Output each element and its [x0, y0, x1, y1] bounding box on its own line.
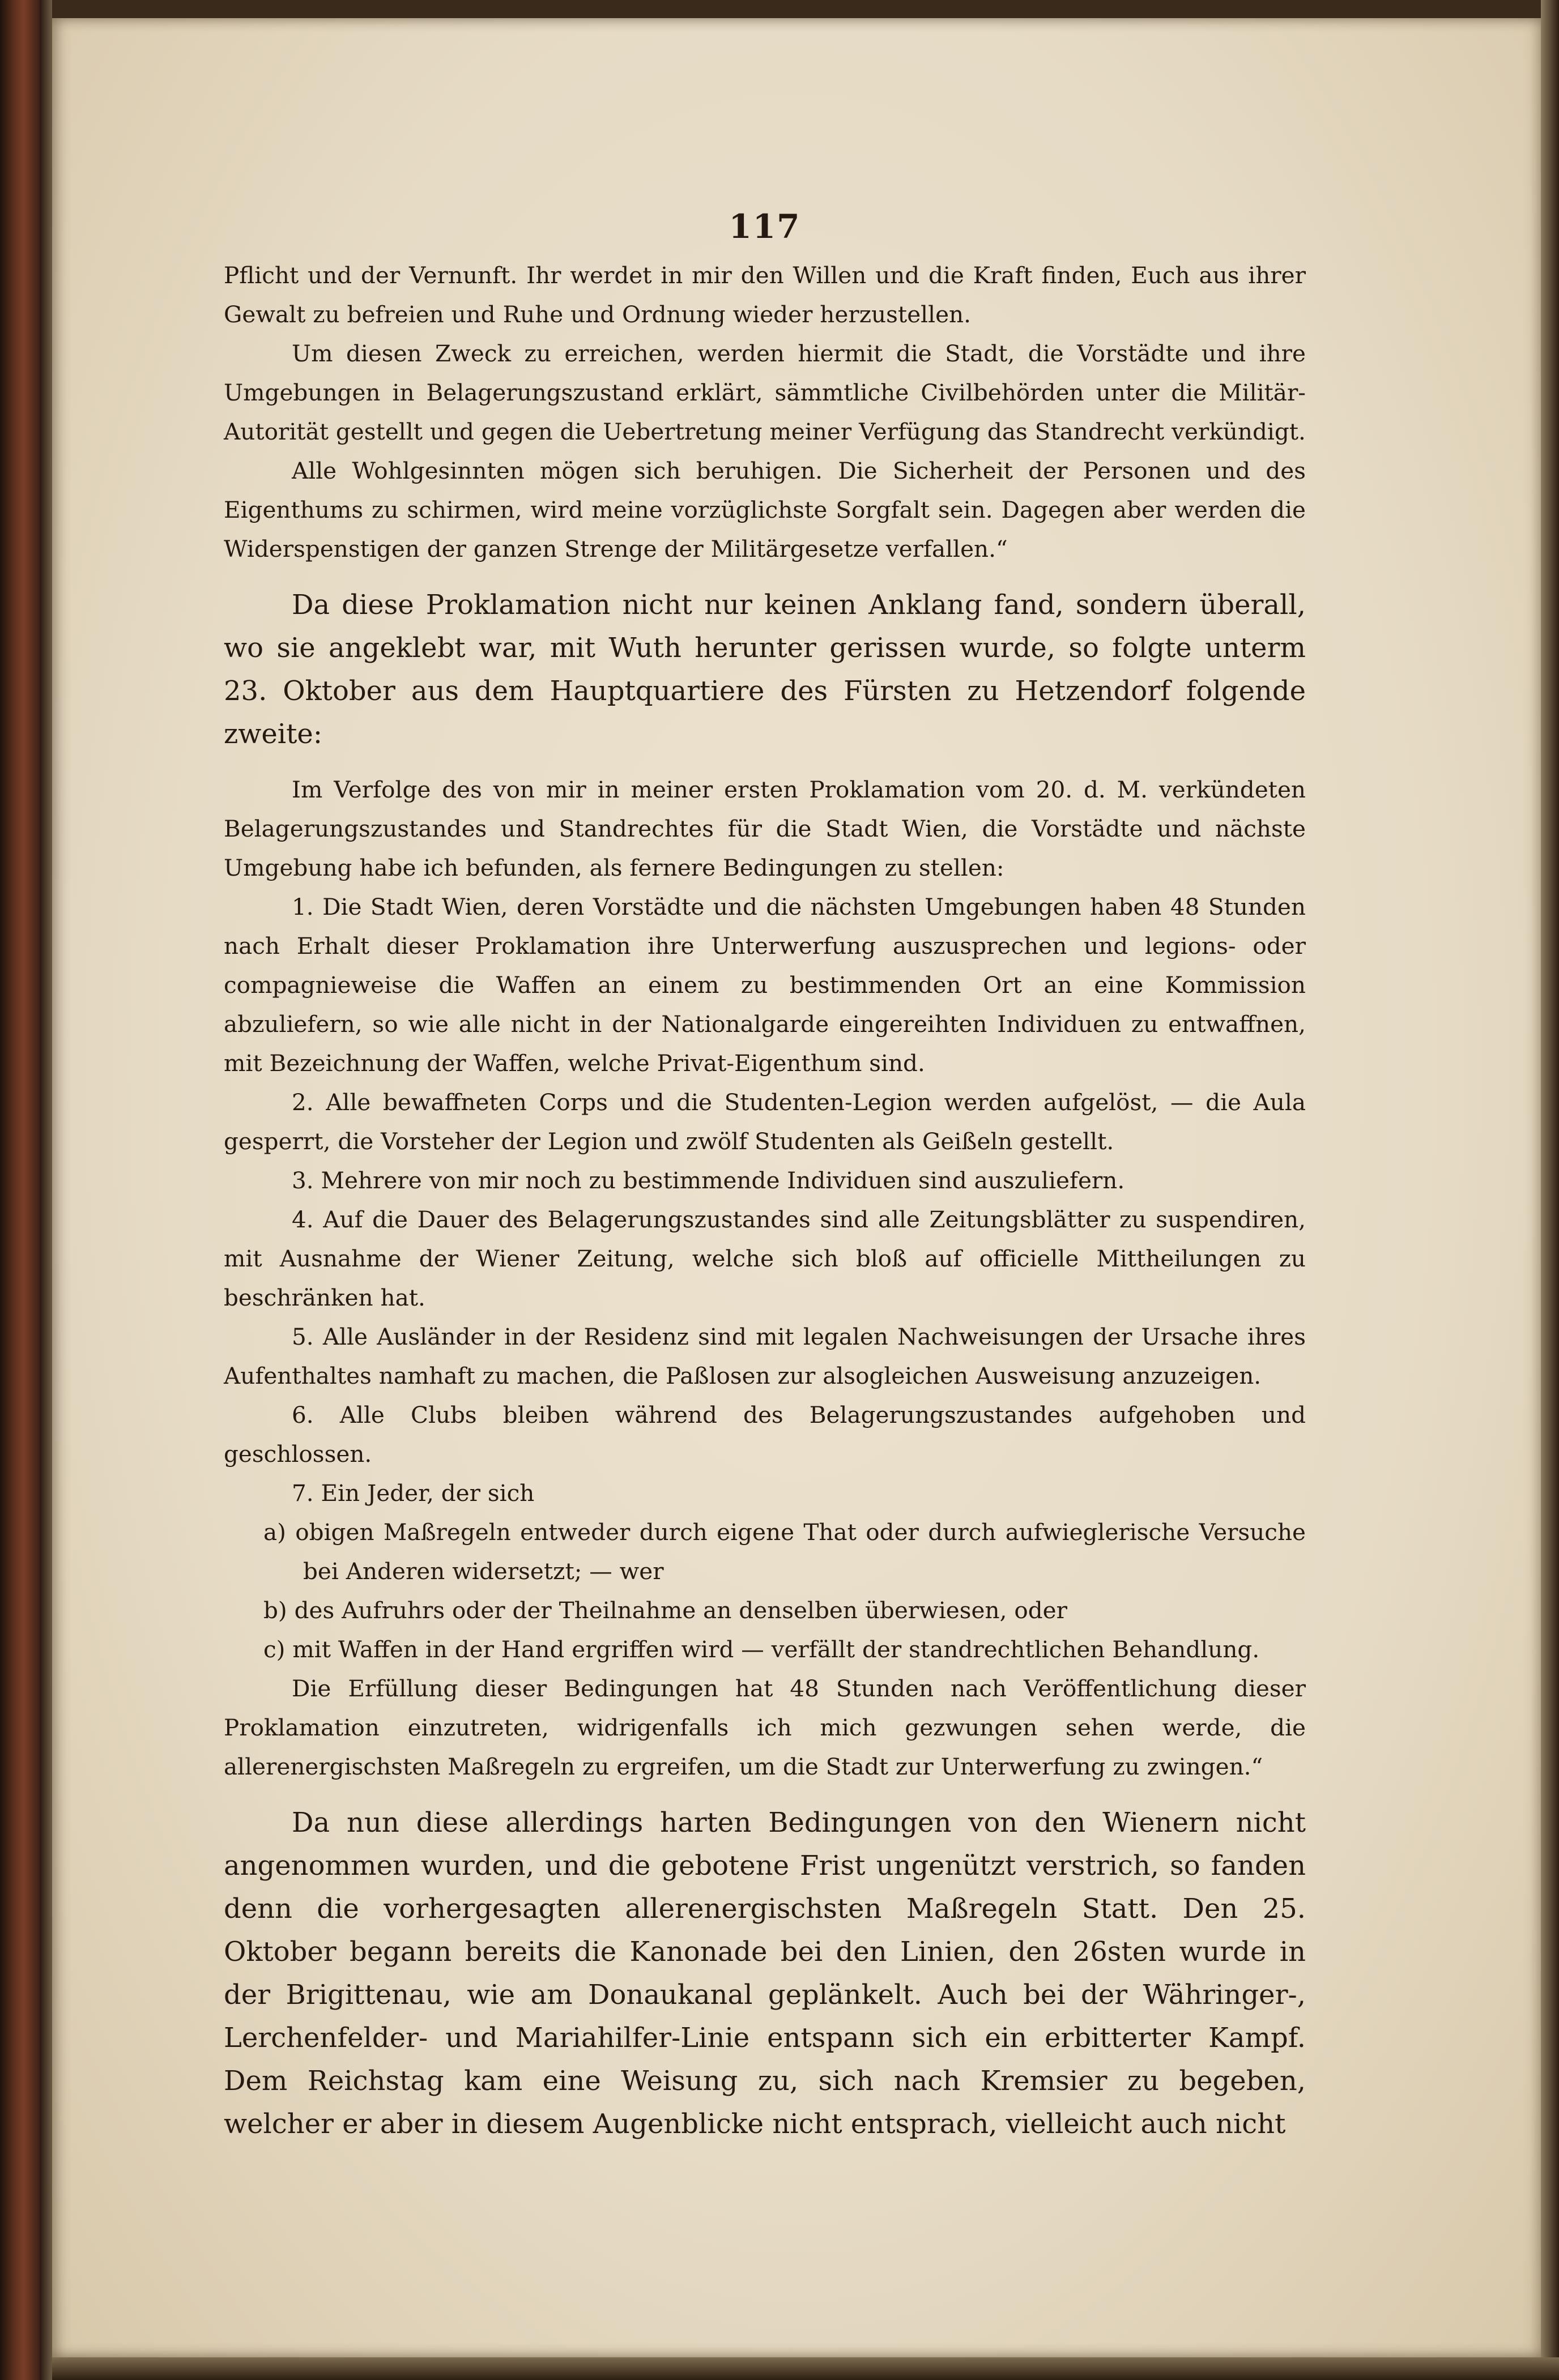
list-item-4: 4. Auf die Dauer des Belagerungszustandes sind alle Zeitungsblätter zu suspendiren, mit Ausnahme der Wiener Zeitung, welche sich bloß auf officielle Mittheilungen zu beschränken hat.	[224, 1206, 1306, 1311]
sub-item-a: a) obigen Maßregeln entweder durch eigene That oder durch aufwieglerische Versuche bei Anderen widersetzt; — wer	[263, 1519, 1306, 1585]
paragraph-continuation: Pflicht und der Vernunft. Ihr werdet in mir den Willen und die Kraft finden, Euch aus ihrer Gewalt zu befreien und Ruhe und Ordnung wieder herzustellen.	[224, 262, 1306, 328]
text-block	[224, 170, 1306, 2146]
page-right-edge	[1541, 0, 1559, 2380]
list-item-5: 5. Alle Ausländer in der Residenz sind mit legalen Nachweisungen der Ursache ihres Aufenthaltes namhaft zu machen, die Paßlosen zur alsogleichen Ausweisung anzuzeigen.	[224, 1323, 1306, 1389]
page-number: 117	[729, 207, 801, 246]
list-item-1: 1. Die Stadt Wien, deren Vorstädte und die nächsten Umgebungen haben 48 Stunden nach Erhalt dieser Proklamation ihre Unterwerfung auszusprechen und legions- oder compagnieweise die Waffen an einem zu bestimmenden Ort an eine Kommission abzuliefern, so wie alle nicht in der Nationalgarde eingereihten Individuen zu entwaffnen, mit Bezeichnung der Waffen, welche Privat-Eigenthum sind.	[224, 893, 1306, 1077]
sub-item-b: b) des Aufruhrs oder der Theilnahme an denselben überwiesen, oder	[263, 1597, 1067, 1624]
page-bottom-edge	[52, 2357, 1559, 2380]
sub-item-c: c) mit Waffen in der Hand ergriffen wird — verfällt der standrechtlichen Behandlung.	[263, 1636, 1260, 1663]
list-item-3: 3. Mehrere von mir noch zu bestimmende Individuen sind auszuliefern.	[292, 1167, 1125, 1194]
page-left-edge	[40, 0, 52, 2380]
paragraph-narrative-proclamation: Da diese Proklamation nicht nur keinen Anklang fand, sondern überall, wo sie angeklebt war, mit Wuth herunter gerissen wurde, so folgte unterm 23. Oktober aus dem Hauptquartiere des Fürsten zu Hetzendorf folgende zweite:	[224, 589, 1306, 750]
paragraph-purpose: Um diesen Zweck zu erreichen, werden hiermit die Stadt, die Vorstädte und ihre Umgebungen in Belagerungszustand erklärt, sämmtliche Civilbehörden unter die Militär-Autorität gestellt und gegen die Uebertretung meiner Verfügung das Standrecht verkündigt.	[224, 340, 1306, 445]
paragraph-narrative-bombardment: Da nun diese allerdings harten Bedingungen von den Wienern nicht angenommen wurden, und die gebotene Frist ungenützt verstrich, so fanden denn die vorhergesagten allerenergischsten Maßregeln Statt. Den 25. Oktober begann bereits die Kanonade bei den Linien, den 26sten wurde in der Brigittenau, wie am Donaukanal geplänkelt. Auch bei der Währinger-, Lerchenfelder- und Mariahilfer-Linie entspann sich ein erbitterter Kampf. Dem Reichstag kam eine Weisung zu, sich nach Kremsier zu begeben, welcher er aber in diesem Augenblicke nicht entsprach, vielleicht auch nicht	[224, 1807, 1306, 2140]
paragraph-conditions-deadline: Die Erfüllung dieser Bedingungen hat 48 Stunden nach Veröffentlichung dieser Proklamation einzutreten, widrigenfalls ich mich gezwungen sehen werde, die allerenergischsten Maßregeln zu ergreifen, um die Stadt zur Unterwerfung zu zwingen.“	[224, 1675, 1306, 1780]
book-spine	[0, 0, 40, 2380]
list-item-6: 6. Alle Clubs bleiben während des Belagerungszustandes aufgehoben und geschlossen.	[224, 1401, 1306, 1468]
paragraph-reassurance: Alle Wohlgesinnten mögen sich beruhigen. Die Sicherheit der Personen und des Eigenthums zu schirmen, wird meine vorzüglichste Sorgfalt sein. Dagegen aber werden die Widerspenstigen der ganzen Strenge der Militärgesetze verfallen.“	[224, 457, 1306, 562]
list-item-7: 7. Ein Jeder, der sich	[292, 1479, 535, 1507]
paragraph-second-proclamation-intro: Im Verfolge des von mir in meiner ersten Proklamation vom 20. d. M. verkündeten Belagerungszustandes und Standrechtes für die Stadt Wien, die Vorstädte und nächste Umgebung habe ich befunden, als fernere Bedingungen zu stellen:	[224, 776, 1306, 881]
list-item-2: 2. Alle bewaffneten Corps und die Studenten-Legion werden aufgelöst, — die Aula gesperrt, die Vorsteher der Legion und zwölf Studenten als Geißeln gestellt.	[224, 1089, 1306, 1155]
